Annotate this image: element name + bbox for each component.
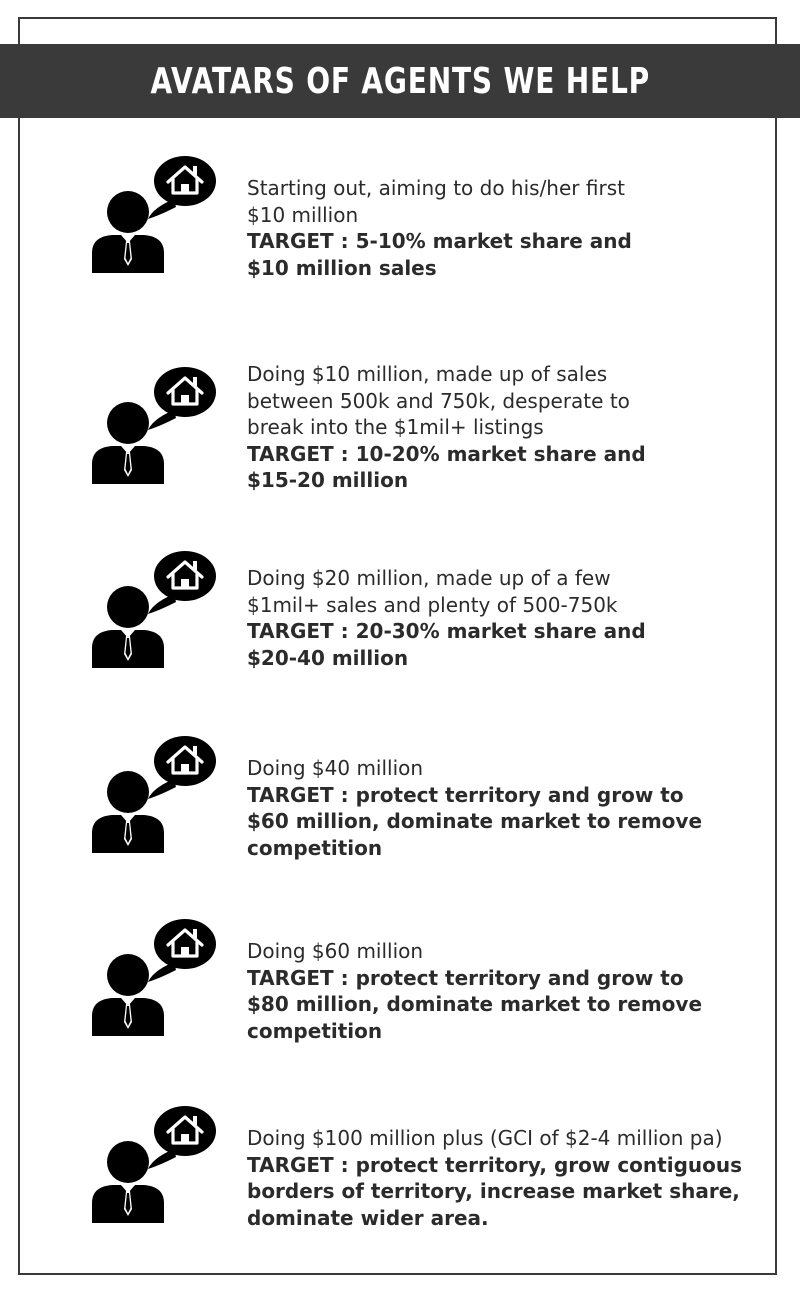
description-line: Doing $20 million, made up of a few (247, 566, 611, 590)
target-line: TARGET : 5-10% market share and (247, 229, 632, 253)
title-banner (0, 44, 800, 118)
agent-avatar-with-house-bubble-icon (90, 918, 220, 1043)
agent-avatar-with-house-bubble-icon (90, 366, 220, 491)
target-line: $60 million, dominate market to remove (247, 809, 703, 833)
page-title: AVATARS OF AGENTS WE HELP (150, 60, 650, 102)
description-line: $1mil+ sales and plenty of 500-750k (247, 592, 618, 617)
target-line: TARGET : protect territory and grow to (247, 782, 684, 807)
target-line: competition (247, 1018, 383, 1043)
description-line: break into the $1mil+ listings (247, 415, 544, 439)
agent-avatar-with-house-bubble-icon (90, 155, 220, 280)
description-line: Doing $40 million (247, 756, 424, 780)
agent-avatar-description (247, 565, 787, 671)
description-line: Starting out, aiming to do his/her first (247, 176, 625, 200)
agent-avatar-description (247, 938, 787, 1044)
target-line: dominate wider area. (247, 1205, 489, 1230)
target-line: TARGET : 20-30% market share and (247, 619, 646, 643)
agent-avatar-description (247, 361, 787, 494)
target-line: TARGET : protect territory and grow to (247, 965, 684, 990)
agent-avatar-with-house-bubble-icon (90, 735, 220, 860)
agent-avatar-description (247, 1125, 787, 1231)
description-line: Doing $100 million plus (GCI of $2-4 million pa) (247, 1126, 723, 1150)
target-line: $10 million sales (247, 255, 437, 280)
target-line: $20-40 million (247, 645, 409, 670)
agent-avatar-with-house-bubble-icon (90, 1105, 220, 1230)
target-line: TARGET : 10-20% market share and (247, 441, 646, 466)
description-line: $10 million (247, 202, 359, 227)
target-line: borders of territory, increase market share, (247, 1179, 740, 1203)
target-line: $80 million, dominate market to remove (247, 992, 703, 1016)
target-line: competition (247, 835, 383, 860)
target-line: $15-20 million (247, 468, 409, 492)
description-line: Doing $10 million, made up of sales (247, 362, 608, 386)
agent-avatar-description (247, 175, 787, 281)
agent-avatar-description (247, 755, 787, 861)
agent-avatar-with-house-bubble-icon (90, 550, 220, 675)
target-line: TARGET : protect territory, grow contiguous (247, 1152, 742, 1177)
description-line: between 500k and 750k, desperate to (247, 388, 630, 413)
description-line: Doing $60 million (247, 939, 424, 963)
